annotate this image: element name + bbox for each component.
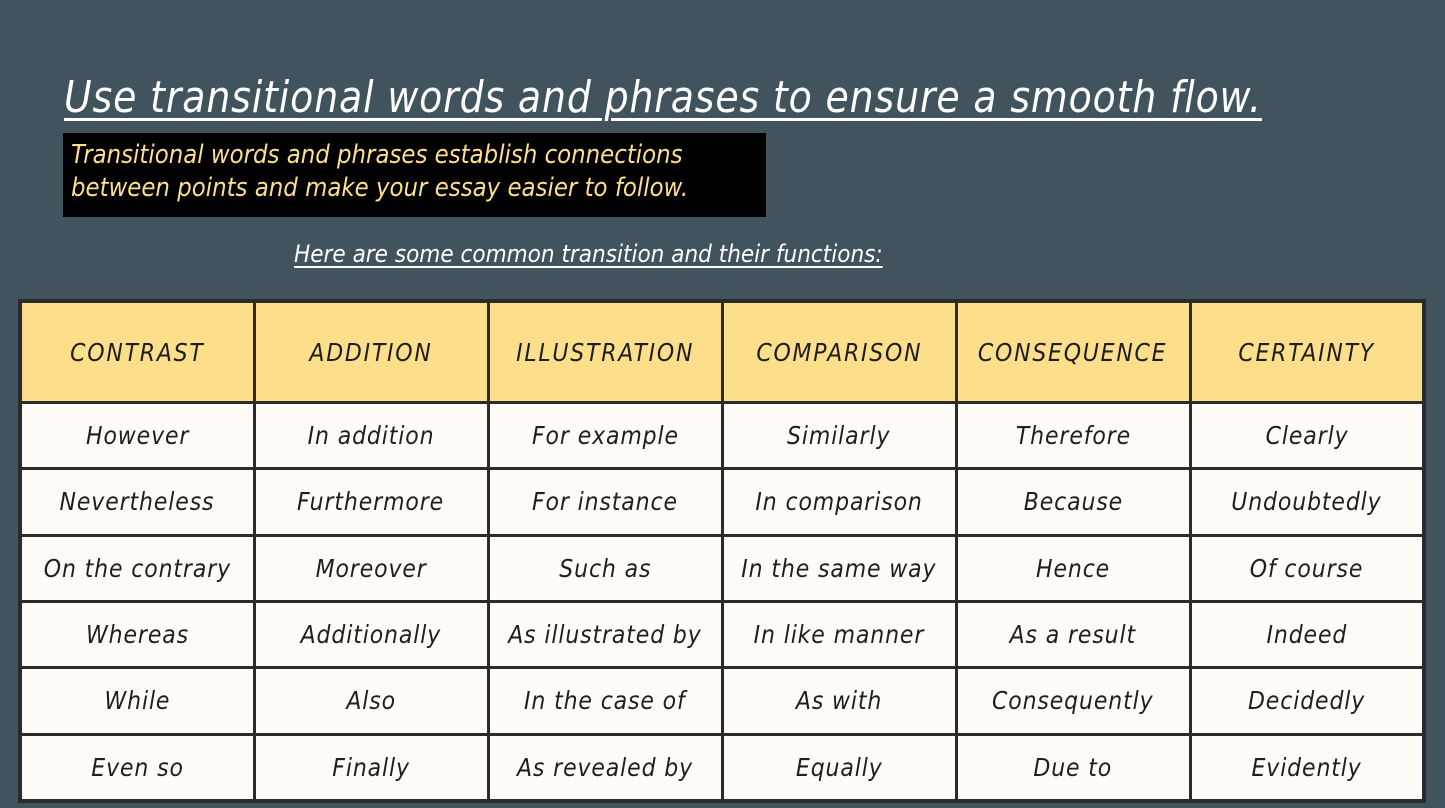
table-cell [1190,601,1424,667]
cell-text: However [85,421,189,451]
table-cell [722,734,956,801]
table-cell [488,668,722,734]
table-cell [488,535,722,601]
table-row [20,403,1424,469]
table-cell [254,601,488,667]
cell-text: Moreover [315,553,427,583]
cell-text: While [104,686,171,716]
cell-text: Because [1023,487,1123,517]
cell-text: As illustrated by [508,620,702,650]
cell-text: As revealed by [516,752,694,782]
table-cell [254,734,488,801]
table-cell [1190,535,1424,601]
cell-text: On the contrary [43,553,231,583]
table-cell [20,403,254,469]
header-label: ADDITION [309,337,433,367]
intro-line-1: Transitional words and phrases establish connections [71,140,683,170]
cell-text: Finally [332,752,410,782]
cell-text: Therefore [1015,421,1131,451]
cell-text: As a result [1009,620,1137,650]
cell-text: Evidently [1251,752,1362,782]
cell-text: Furthermore [297,487,445,517]
header-label: ILLUSTRATION [515,337,695,367]
table-cell [488,469,722,535]
header-label: CONTRAST [70,337,205,367]
cell-text: For instance [532,487,678,517]
table-cell [488,403,722,469]
cell-text: In addition [307,421,435,451]
header-contrast [20,301,254,403]
cell-text: In the case of [524,686,686,716]
table-cell [1190,734,1424,801]
table-cell [956,668,1190,734]
intro-callout [63,133,766,217]
table-cell [20,601,254,667]
table-cell [20,734,254,801]
table-cell [722,601,956,667]
table-cell [20,469,254,535]
table-row [20,668,1424,734]
table-cell [956,601,1190,667]
table-cell [488,601,722,667]
header-label: CONSEQUENCE [978,337,1168,367]
cell-text: Hence [1035,553,1111,583]
cell-text: Indeed [1266,620,1348,650]
header-comparison [722,301,956,403]
cell-text: Of course [1249,553,1364,583]
table-cell [1190,469,1424,535]
intro-line-2: between points and make your essay easier to follow. [71,173,689,203]
table-cell [254,535,488,601]
table-caption: Here are some common transition and their functions: [294,240,883,268]
table-cell [488,734,722,801]
cell-text: Due to [1033,752,1113,782]
table-cell [20,668,254,734]
table-row [20,469,1424,535]
cell-text: Whereas [85,620,189,650]
table-cell [722,535,956,601]
cell-text: Consequently [992,686,1154,716]
cell-text: Undoubtedly [1231,487,1382,517]
table-cell [956,403,1190,469]
cell-text: For example [531,421,679,451]
table-cell [254,469,488,535]
cell-text: Decidedly [1248,686,1366,716]
header-consequence [956,301,1190,403]
cell-text: In the same way [741,553,937,583]
page-title: Use transitional words and phrases to ensure a smooth flow. [64,72,1262,124]
header-illustration [488,301,722,403]
header-certainty [1190,301,1424,403]
table-row [20,734,1424,801]
table-cell [722,403,956,469]
cell-text: Additionally [300,620,442,650]
table-cell [20,535,254,601]
header-label: CERTAINTY [1238,337,1376,367]
header-addition [254,301,488,403]
table-cell [956,734,1190,801]
transitions-table [18,299,1426,803]
table-cell [722,469,956,535]
cell-text: Similarly [787,421,891,451]
table-cell [1190,668,1424,734]
table-cell [722,668,956,734]
cell-text: Such as [558,553,652,583]
cell-text: Equally [795,752,883,782]
table-cell [956,469,1190,535]
header-row [20,301,1424,403]
table-row [20,601,1424,667]
table-row [20,535,1424,601]
table-cell [254,668,488,734]
cell-text: In like manner [753,620,925,650]
cell-text: Also [346,686,396,716]
table-cell [956,535,1190,601]
table-body [20,403,1424,802]
cell-text: In comparison [755,487,923,517]
header-label: COMPARISON [755,337,922,367]
table-cell [254,403,488,469]
cell-text: Nevertheless [59,487,215,517]
cell-text: Clearly [1265,421,1349,451]
table-cell [1190,403,1424,469]
cell-text: Even so [91,752,184,782]
cell-text: As with [795,686,883,716]
